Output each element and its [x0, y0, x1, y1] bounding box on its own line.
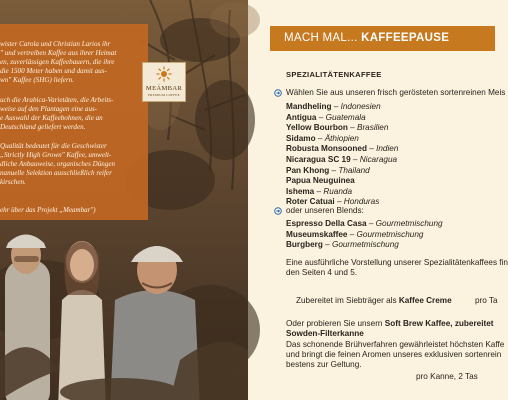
story-line: uch die Arabica-Varietäten, die Arbeits-: [0, 96, 114, 104]
coffee-name: Yellow Bourbon: [286, 123, 348, 133]
coffee-origin: Gourmetmischung: [356, 229, 424, 239]
coffee-origin: Gourmetmischung: [331, 240, 399, 250]
coffee-name: Roter Catuai: [286, 197, 335, 207]
soft-brew-line: Das schonende Brühverfahren gewährleistet höchsten Kaffe: [286, 340, 505, 349]
story-line: e Auswahl der Kaffeebohnen, die an: [0, 114, 103, 122]
story-line: „Strictly High Grown" Kaffee, umwelt-: [0, 151, 112, 159]
soft-brew-line: bestens zur Geltung.: [286, 360, 362, 369]
list-item: Antigua – Guatemala: [286, 112, 366, 122]
list-item: Burgberg – Gourmetmischung: [286, 240, 399, 250]
coffee-origin: Gourmetmischung: [375, 219, 443, 228]
story-line: dliche Anbauweise, organisches Düngen: [0, 160, 116, 168]
soft-brew-line: [286, 329, 364, 339]
note-line: den Seiten 4 und 5.: [286, 268, 358, 277]
list-item: Pan Khong – Thailand: [286, 165, 370, 175]
story-line: die 1500 Meter haben und damit aus-: [0, 67, 107, 75]
coffee-name: Museumskaffee: [286, 229, 348, 239]
story-line: wn" Kaffee (SHG) liefern.: [0, 76, 74, 84]
story-line: weise auf den Plantagen eine aus-: [0, 105, 98, 113]
coffee-name: Ishema: [286, 186, 315, 196]
list-item: Espresso Della Casa – Gourmetmischung: [286, 219, 443, 228]
list-item: Sidamo – Äthiopien: [286, 133, 359, 143]
coffee-origin: Ruanda: [323, 186, 353, 196]
coffee-origin: Guatemala: [325, 112, 366, 122]
blend-list: [286, 219, 443, 251]
soft-brew-price: pro Kanne, 2 Tas: [416, 372, 478, 381]
single-origin-list: [286, 102, 398, 208]
sowden-product: Sowden-Filterkanne: [286, 329, 364, 338]
section-banner: [270, 26, 495, 51]
story-line: wister Carola und Christian Larios ihr: [0, 40, 111, 48]
crema-prefix: Zubereitet im Siebträger als: [296, 296, 399, 305]
banner-emphasis: KAFFEEPAUSE: [361, 32, 450, 44]
banner-title: [284, 32, 449, 44]
blends-intro: oder unseren Blends:: [286, 206, 364, 215]
coffee-origin: Honduras: [343, 197, 380, 207]
coffee-name: Robusta Monsooned: [286, 144, 367, 154]
banner-prefix: MACH MAL...: [284, 32, 362, 44]
story-line: en, zuverlässigen Kaffeebauern, die ihre: [0, 58, 115, 66]
story-line: Qualität bedeutet für die Geschwister: [0, 142, 107, 150]
coffee-origin: Brasilien: [356, 123, 389, 133]
project-story-text: [0, 24, 148, 220]
coffee-origin: Indonesien: [340, 102, 381, 111]
arrow-circle-icon: [274, 89, 282, 97]
coffee-name: Burgberg: [286, 240, 323, 250]
logo-subtitle: PREMIUM COFFEE: [148, 93, 180, 97]
arrow-circle-icon: [274, 207, 282, 215]
list-item: Robusta Monsooned – Indien: [286, 144, 399, 154]
coffee-name: Pan Khong: [286, 165, 330, 175]
coffee-origin: Nicaragua: [359, 154, 398, 164]
logo-brand: MEÁMBAR: [145, 85, 183, 92]
list-item: Ishema – Ruanda: [286, 186, 353, 196]
crema-product: Kaffee Creme: [398, 296, 452, 305]
coffee-name: Espresso Della Casa: [286, 219, 367, 228]
soft-brew-prefix: Oder probieren Sie unsern: [286, 319, 385, 328]
coffee-name: Mandheling: [286, 102, 332, 111]
story-line: " und vertreiben Kaffee aus ihrer Heimat: [0, 49, 117, 57]
soft-brew-product: Soft Brew Kaffee, zubereitet: [384, 319, 494, 328]
crema-price: pro Ta: [475, 296, 498, 305]
sun-emblem-icon: [156, 66, 172, 82]
story-line: Deutschland geliefert werden.: [0, 123, 86, 131]
project-footnote: ehr über das Projekt „Meambar"): [0, 206, 96, 214]
soft-brew-line: und bringt die feinen Aromen unseres exklusiven sortenrein: [286, 350, 502, 359]
coffee-name: Antigua: [286, 112, 317, 122]
list-item: Museumskaffee – Gourmetmischung: [286, 229, 424, 239]
story-line: nanuelle Selektion ausschließlich reifer: [0, 169, 112, 177]
coffee-origin: Äthiopien: [324, 133, 359, 143]
plantation-photo: [0, 0, 248, 400]
project-story-panel: [0, 24, 148, 220]
crema-offer: [296, 296, 452, 306]
section-title: SPEZIALITÄTENKAFFEE: [286, 70, 382, 79]
list-item: Mandheling – Indonesien: [286, 102, 381, 111]
coffee-name: Papua Neuguinea: [286, 176, 355, 186]
story-line: kirschen.: [0, 178, 26, 186]
coffee-origin: Thailand: [338, 165, 370, 175]
meambar-logo: [142, 62, 186, 102]
intro-text: Wählen Sie aus unseren frisch gerösteten sortenreinen Meis: [286, 88, 506, 97]
soft-brew-line: [286, 319, 494, 329]
list-item: [286, 176, 398, 187]
list-item: Nicaragua SC 19 – Nicaragua: [286, 154, 398, 164]
list-item: Yellow Bourbon – Brasilien: [286, 123, 389, 133]
coffee-name: Nicaragua SC 19: [286, 154, 351, 164]
coffee-origin: Indien: [376, 144, 399, 154]
coffee-name: Sidamo: [286, 133, 316, 143]
list-item: Roter Catuai – Honduras: [286, 197, 380, 207]
note-line: Eine ausführliche Vorstellung unserer Spezialitätenkaffees fin: [286, 258, 508, 267]
